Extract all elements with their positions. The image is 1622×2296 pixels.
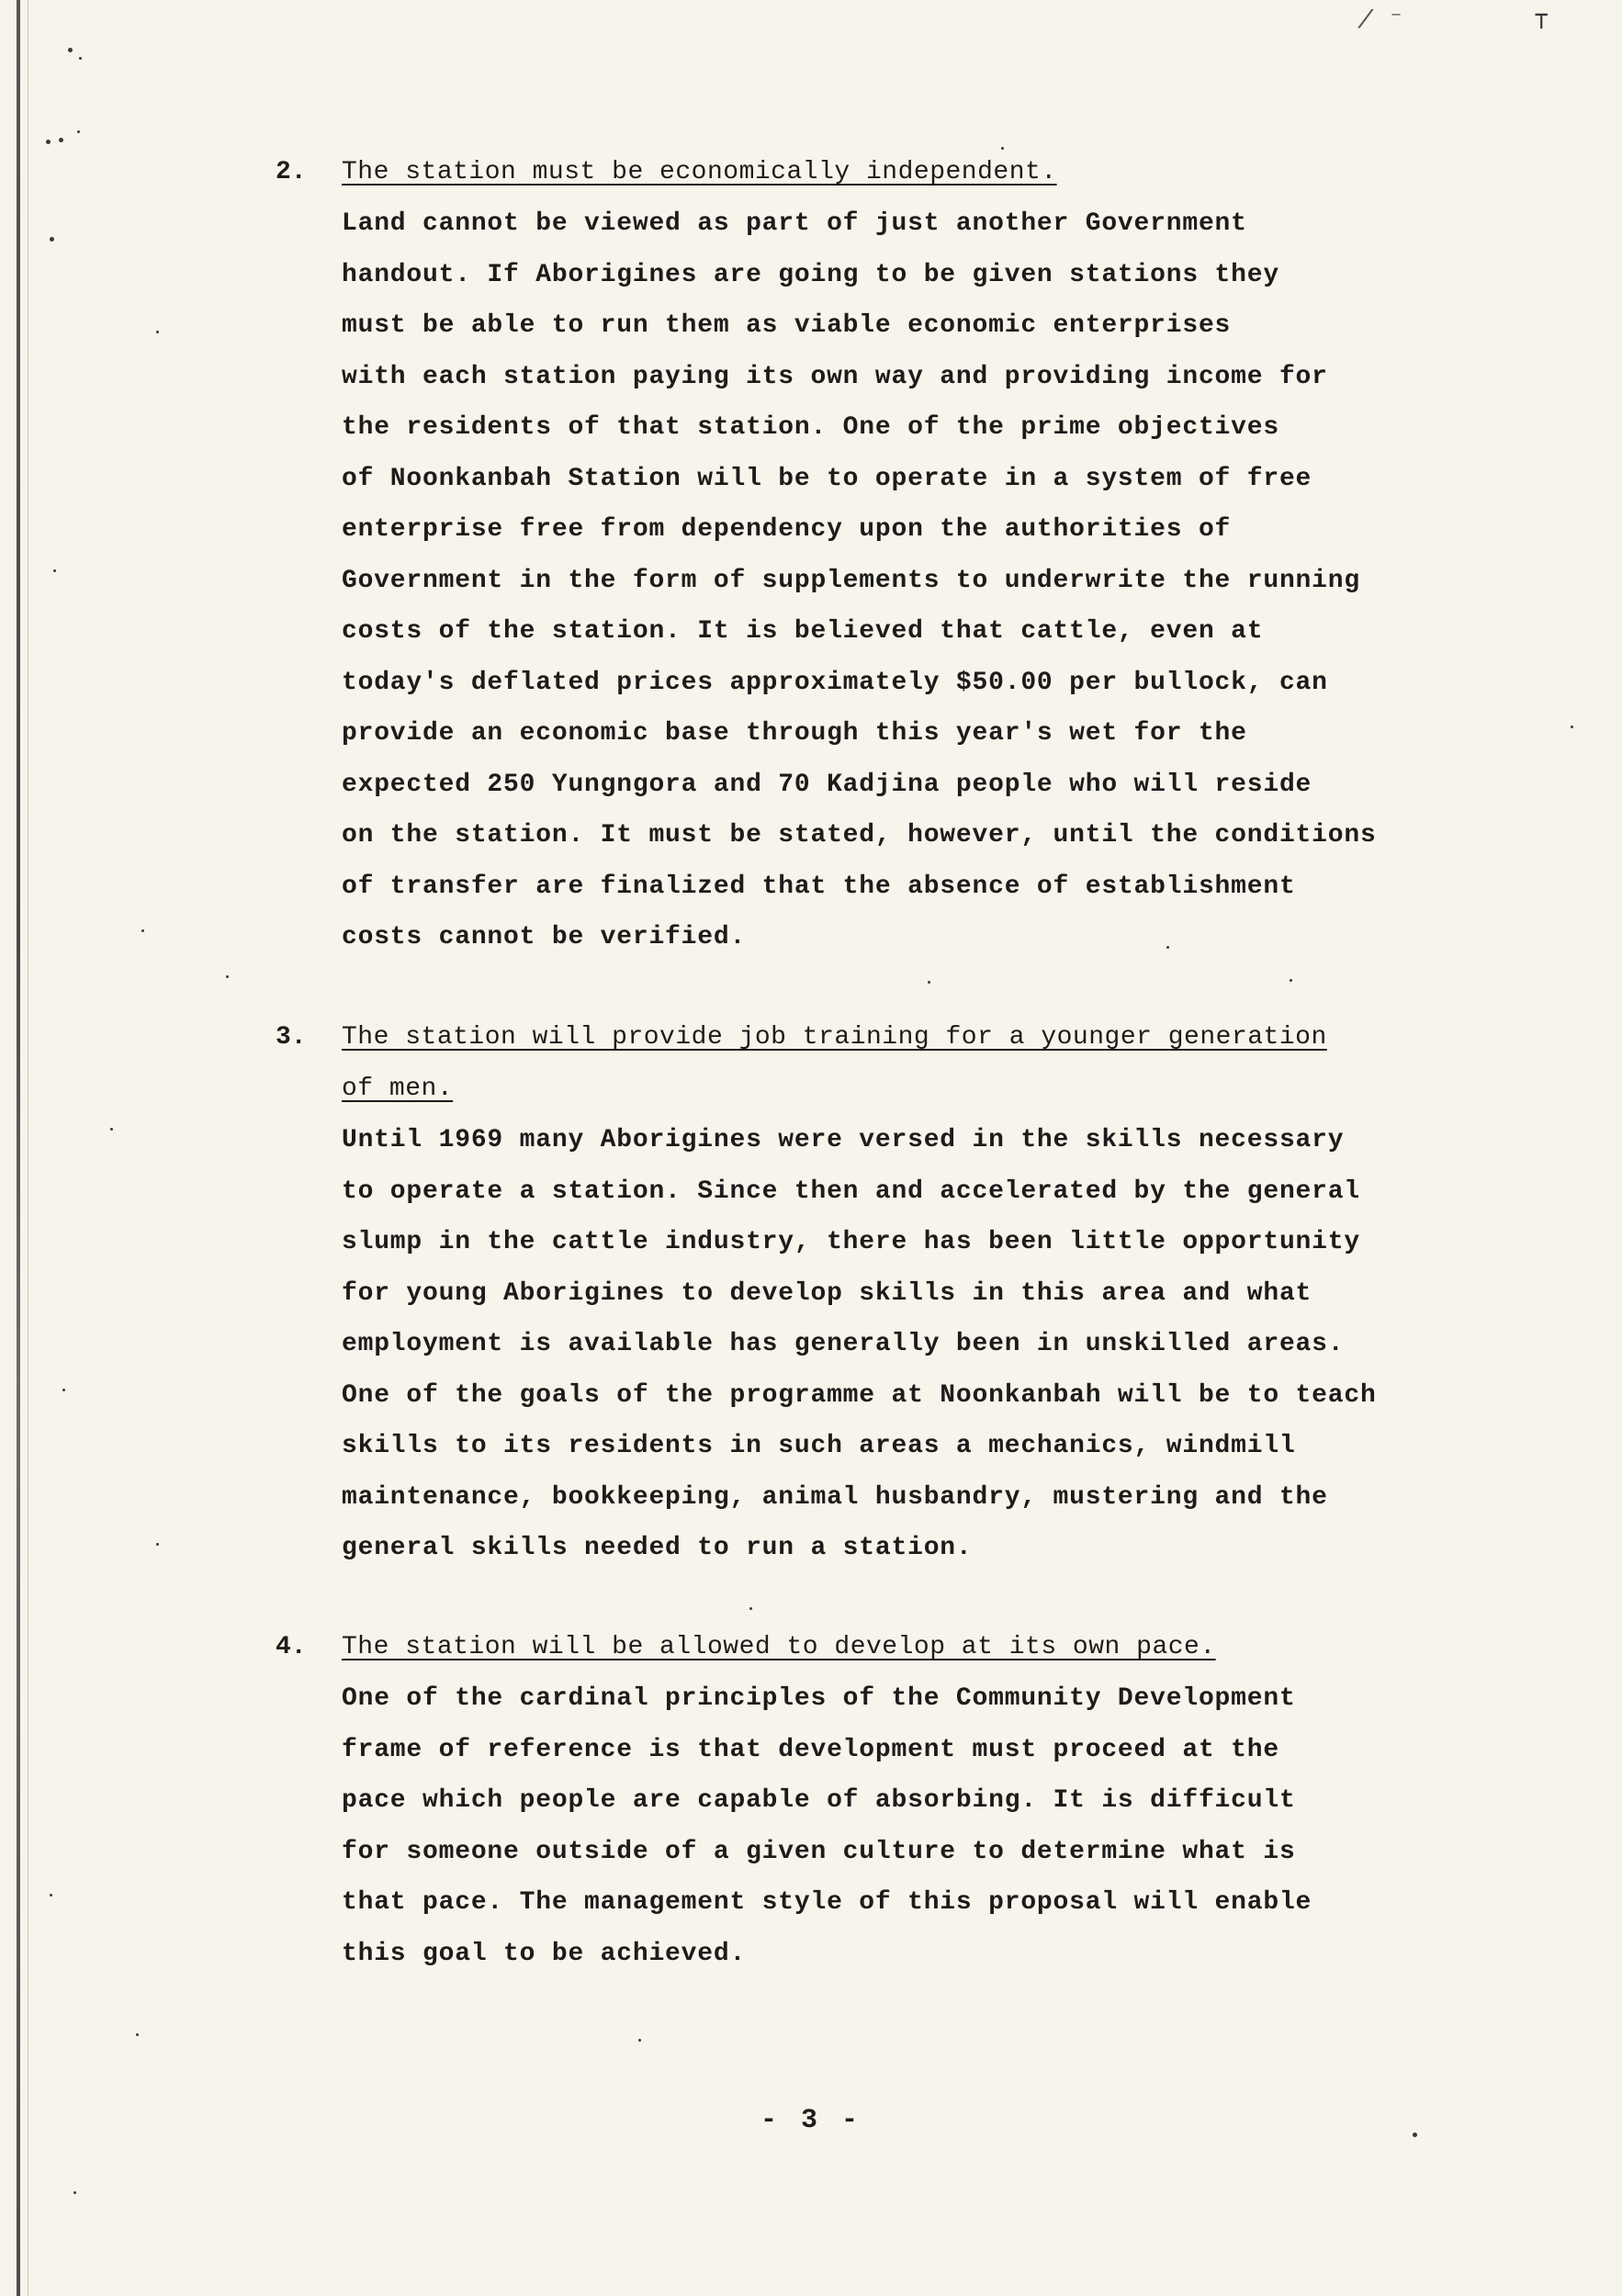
section-heading-continued: of men. — [342, 1075, 454, 1103]
section-number: 2. — [276, 158, 307, 186]
body-line: One of the goals of the programme at Noonkanbah will be to teach — [342, 1380, 1377, 1410]
body-line: expected 250 Yungngora and 70 Kadjina people who will reside — [342, 770, 1312, 799]
body-line: that pace. The management style of this proposal will enable — [342, 1888, 1312, 1917]
scan-speck — [68, 48, 73, 52]
body-line: costs of the station. It is believed that cattle, even at — [342, 617, 1264, 646]
scan-speck — [50, 237, 54, 242]
scan-speck — [53, 569, 56, 572]
scan-speck — [50, 1894, 52, 1896]
scan-speck — [62, 1389, 65, 1391]
scan-speck — [141, 929, 144, 932]
scan-speck — [110, 1128, 113, 1131]
body-line: this goal to be achieved. — [342, 1939, 747, 1968]
scan-speck — [73, 2191, 76, 2194]
body-line: skills to its residents in such areas a mechanics, windmill — [342, 1432, 1296, 1460]
section-heading: The station must be economically independent. — [342, 158, 1057, 186]
section-4 — [276, 1622, 1517, 1979]
scan-speck — [1571, 726, 1573, 728]
section-heading: The station will be allowed to develop at its own pace. — [342, 1633, 1216, 1661]
body-line: maintenance, bookkeeping, animal husbandry, mustering and the — [342, 1482, 1328, 1512]
scan-speck — [638, 2039, 641, 2042]
scan-speck — [79, 57, 82, 60]
body-line: Government in the form of supplements to underwrite the running — [342, 566, 1360, 595]
body-line: enterprise free from dependency upon the authorities of — [342, 515, 1232, 544]
corner-pencil-mark: / ⁻ — [1357, 7, 1404, 36]
body-line: to operate a station. Since then and accelerated by the general — [342, 1176, 1360, 1206]
body-line: Until 1969 many Aborigines were versed in the skills necessary — [342, 1126, 1345, 1154]
body-line: the residents of that station. One of the prime objectives — [342, 413, 1279, 442]
body-line: pace which people are capable of absorbing. It is difficult — [342, 1786, 1296, 1815]
body-line: handout. If Aborigines are going to be given stations they — [342, 260, 1279, 289]
body-line: for someone outside of a given culture to determine what is — [342, 1837, 1296, 1866]
section-number: 3. — [276, 1023, 307, 1052]
section-number: 4. — [276, 1633, 307, 1661]
scan-speck — [136, 2033, 139, 2036]
body-line: One of the cardinal principles of the Community Development — [342, 1684, 1296, 1713]
scan-speck — [1290, 979, 1292, 982]
body-line: must be able to run them as viable economic enterprises — [342, 311, 1232, 340]
body-line: for young Aborigines to develop skills in this area and what — [342, 1278, 1312, 1308]
scan-speck — [226, 975, 229, 978]
body-line: employment is available has generally been in unskilled areas. — [342, 1330, 1345, 1358]
page-number: - 3 - — [760, 2105, 862, 2136]
body-line: with each station paying its own way and providing income for — [342, 362, 1328, 391]
body-line: of Noonkanbah Station will be to operate in a system of free — [342, 464, 1312, 493]
body-line: Land cannot be viewed as part of just another Government — [342, 209, 1247, 238]
body-line: of transfer are finalized that the absence of establishment — [342, 872, 1296, 901]
binding-edge — [17, 0, 20, 2296]
body-line: provide an economic base through this year's wet for the — [342, 719, 1247, 748]
scan-speck — [77, 130, 80, 133]
scan-speck — [749, 1607, 752, 1610]
body-line: frame of reference is that development must proceed at the — [342, 1735, 1279, 1764]
scan-speck — [46, 140, 51, 144]
section-heading: The station will provide job training for a younger generation — [342, 1023, 1327, 1052]
body-line: general skills needed to run a station. — [342, 1534, 973, 1562]
scan-speck — [156, 331, 159, 333]
body-line: today's deflated prices approximately $50.00 per bullock, can — [342, 668, 1328, 697]
scan-speck — [59, 138, 63, 142]
body-line: slump in the cattle industry, there has been little opportunity — [342, 1228, 1360, 1256]
section-2 — [276, 147, 1517, 963]
body-line: costs cannot be verified. — [342, 923, 747, 951]
section-3 — [276, 1012, 1517, 1574]
scan-speck — [156, 1543, 159, 1546]
corner-mark: ⊤ — [1534, 8, 1549, 36]
scan-speck — [928, 981, 930, 984]
body-line: on the station. It must be stated, however, until the conditions — [342, 821, 1377, 850]
